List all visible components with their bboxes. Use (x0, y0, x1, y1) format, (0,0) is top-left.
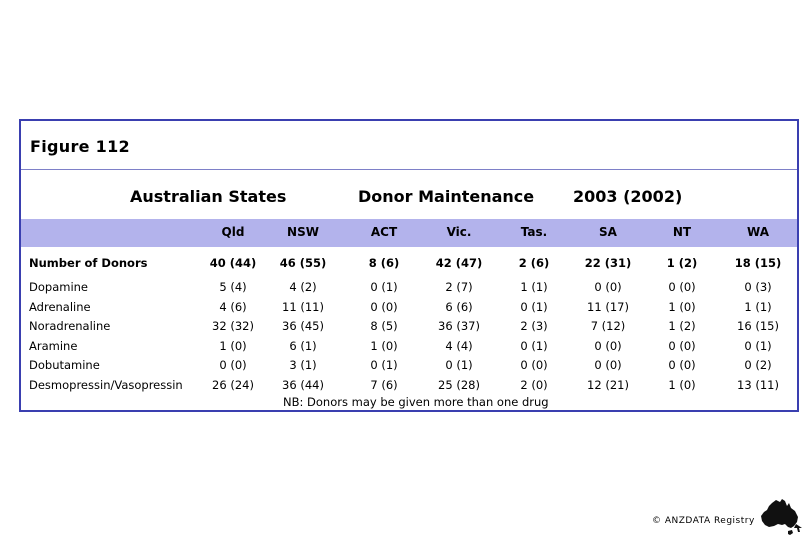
headline-year: 2003 (2002) (573, 187, 683, 206)
summary-cell: 1 (2) (666, 256, 698, 270)
table-cell: 0 (0) (668, 358, 696, 373)
table-cell: 12 (21) (587, 378, 629, 392)
table-cell: 32 (32) (212, 319, 254, 334)
table-cell: 1 (1) (744, 299, 772, 314)
table-cell: 0 (1) (520, 299, 548, 314)
table-cell: 11 (17) (587, 299, 629, 314)
summary-cell: 18 (15) (734, 256, 782, 270)
summary-cell: 8 (6) (368, 256, 400, 270)
australia-map-logo (758, 497, 806, 537)
table-cell: 7 (12) (590, 319, 626, 334)
table-cell: 1 (1) (520, 280, 548, 294)
column-header: NT (672, 225, 692, 239)
summary-cell: 42 (47) (435, 256, 483, 270)
table-cell: 0 (0) (594, 280, 622, 294)
table-cell: 4 (4) (445, 338, 473, 353)
table-cell: 36 (37) (438, 319, 480, 334)
table-cell: 16 (15) (737, 319, 779, 334)
summary-row-label: Number of Donors (29, 256, 148, 270)
table-cell: 1 (0) (668, 378, 696, 392)
table-cell: 0 (0) (668, 280, 696, 294)
row-label: Aramine (29, 338, 78, 353)
summary-cell: 2 (6) (518, 256, 550, 270)
table-cell: 0 (0) (594, 338, 622, 353)
australia-mainland-shape (761, 499, 798, 528)
row-label: Adrenaline (29, 299, 91, 314)
table-cell: 6 (1) (289, 338, 317, 353)
column-header: NSW (287, 225, 319, 239)
tasmania-shape (788, 530, 793, 535)
table-cell: 0 (2) (744, 358, 772, 373)
figure-frame (19, 119, 799, 412)
table-cell: 0 (1) (370, 280, 398, 294)
summary-cell: 46 (55) (279, 256, 327, 270)
copyright-credit: © ANZDATA Registry (652, 516, 755, 526)
summary-cell: 22 (31) (584, 256, 632, 270)
table-cell: 0 (0) (594, 358, 622, 373)
column-header: SA (599, 225, 617, 239)
table-cell: 2 (7) (445, 280, 473, 294)
table-cell: 0 (1) (520, 338, 548, 353)
column-header: WA (747, 225, 769, 239)
row-label: Dobutamine (29, 358, 100, 373)
table-cell: 1 (0) (219, 338, 247, 353)
table-cell: 36 (44) (282, 378, 324, 392)
table-cell: 8 (5) (370, 319, 398, 334)
table-cell: 0 (0) (520, 358, 548, 373)
table-cell: 2 (0) (520, 378, 548, 392)
headline-region: Australian States (130, 187, 287, 206)
row-label: Dopamine (29, 280, 88, 294)
figure-title: Figure 112 (30, 137, 130, 156)
row-label: Noradrenaline (29, 319, 111, 334)
table-cell: 25 (28) (438, 378, 480, 392)
table-cell: 0 (1) (370, 358, 398, 373)
column-header: Tas. (520, 225, 548, 239)
table-cell: 4 (6) (219, 299, 247, 314)
column-header: Vic. (446, 225, 472, 239)
table-cell: 5 (4) (219, 280, 247, 294)
row-label: Desmopressin/Vasopressin (29, 378, 183, 392)
table-cell: 1 (2) (668, 319, 696, 334)
title-divider (21, 169, 797, 170)
footnote: NB: Donors may be given more than one drug (283, 395, 549, 409)
table-cell: 0 (1) (445, 358, 473, 373)
table-cell: 11 (11) (282, 299, 324, 314)
table-cell: 0 (3) (744, 280, 772, 294)
headline-topic: Donor Maintenance (358, 187, 535, 206)
table-cell: 1 (0) (370, 338, 398, 353)
table-cell: 36 (45) (282, 319, 324, 334)
table-cell: 4 (2) (289, 280, 317, 294)
table-cell: 0 (1) (744, 338, 772, 353)
table-cell: 26 (24) (212, 378, 254, 392)
table-cell: 1 (0) (668, 299, 696, 314)
table-cell: 13 (11) (737, 378, 779, 392)
table-cell: 0 (0) (370, 299, 398, 314)
table-cell: 0 (0) (668, 338, 696, 353)
table-cell: 6 (6) (445, 299, 473, 314)
column-header: ACT (370, 225, 398, 239)
table-cell: 2 (3) (520, 319, 548, 334)
table-cell: 3 (1) (289, 358, 317, 373)
table-cell: 7 (6) (370, 378, 398, 392)
table-cell: 0 (0) (219, 358, 247, 373)
map-arrow-shape (794, 524, 802, 532)
summary-cell: 40 (44) (209, 256, 257, 270)
column-header: Qld (221, 225, 245, 239)
